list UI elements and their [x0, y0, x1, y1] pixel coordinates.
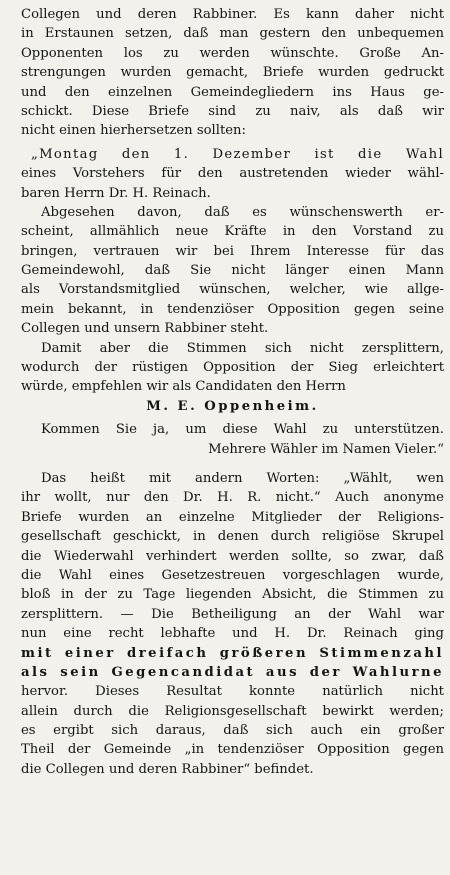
letter-line: mein bekannt, in tendenziöser Opposition gegen seine: [21, 301, 444, 317]
text-line: Collegen und deren Rabbiner. Es kann daher nicht: [21, 7, 444, 22]
letter-line: Abgesehen davon, daß es wünschenswerth er-: [41, 204, 444, 220]
text-line: Das heißt mit andern Worten: „Wählt, wen: [41, 470, 444, 486]
letter-line: eines Vorstehers für den austretenden wieder wähl-: [21, 166, 444, 182]
text-line: zersplittern. — Die Betheiligung an der Wahl war: [21, 606, 444, 622]
text-line: in Erstaunen setzen, daß man gestern den unbequemen: [21, 26, 444, 42]
text-line: allein durch die Religionsgesellschaft bewirkt werden;: [21, 703, 444, 719]
letter-line: „Montag den 1. Dezember ist die Wahl: [31, 146, 444, 162]
letter-line: würde, empfehlen wir als Candidaten den Herrn: [21, 379, 346, 395]
letter-line: scheint, allmählich neue Kräfte in den Vorstand zu: [21, 224, 444, 240]
body-paragraph: [21, 469, 444, 779]
text-line: gesellschaft geschickt, in denen durch religiöse Skrupel: [21, 529, 444, 545]
letter-line: Gemeindewohl, daß Sie nicht länger einen Mann: [21, 263, 444, 279]
text-line: strengungen wurden gemacht, Briefe wurden gedruckt: [21, 65, 444, 81]
text-line: Theil der Gemeinde „in tendenziöser Opposition gegen: [21, 742, 444, 758]
text-line: Opponenten los zu werden wünschte. Große An-: [21, 45, 444, 61]
text-line: die Collegen und deren Rabbiner“ befindet.: [21, 761, 314, 777]
text-line: schickt. Diese Briefe sind zu naiv, als daß wir: [21, 103, 444, 119]
letter-line: wodurch der rüstigen Opposition der Sieg erleichtert: [21, 360, 444, 376]
letter-line: Damit aber die Stimmen sich nicht zersplittern,: [41, 340, 444, 356]
text-line: und den einzelnen Gemeindegliedern ins Haus ge-: [21, 84, 444, 100]
text-line-emphasis: mit einer dreifach größeren Stimmenzahl: [21, 645, 444, 661]
text-line: Briefe wurden an einzelne Mitglieder der Religions-: [21, 509, 444, 525]
text-line: hervor. Dieses Resultat konnte natürlich nicht: [21, 684, 444, 700]
candidate-name: M. E. Oppenheim.: [146, 398, 319, 414]
text-line: bloß in der zu Tage liegenden Absicht, die Stimmen zu: [21, 587, 444, 603]
spacer: [21, 459, 444, 469]
letter-closing: Kommen Sie ja, um diese Wahl zu unterstützen.: [41, 422, 444, 438]
intro-paragraph: [21, 5, 444, 141]
text-line: nun eine recht lebhafte und H. Dr. Reinach ging: [21, 626, 444, 642]
text-line: es ergibt sich daraus, daß sich auch ein großer: [21, 723, 444, 739]
letter-line: baren Herrn Dr. H. Reinach.: [21, 185, 211, 201]
letter-line: als Vorstandsmitglied wünschen, welcher, wie allge-: [21, 282, 444, 298]
quoted-letter: [21, 145, 444, 459]
letter-line: bringen, vertrauen wir bei Ihrem Interesse für das: [21, 243, 444, 259]
letter-line: Collegen und unsern Rabbiner steht.: [21, 321, 269, 337]
text-line: die Wiederwahl verhindert werden sollte, so zwar, daß: [21, 548, 444, 564]
text-line-emphasis: als sein Gegencandidat aus der Wahlurne: [21, 664, 444, 680]
text-line: die Wahl eines Gesetzestreuen vorgeschlagen wurde,: [21, 567, 444, 583]
text-line: nicht einen hierhersetzen sollten:: [21, 123, 246, 139]
text-line: ihr wollt, nur den Dr. H. R. nicht.“ Auch anonyme: [21, 490, 444, 506]
letter-signature: Mehrere Wähler im Namen Vieler.“: [208, 441, 444, 457]
